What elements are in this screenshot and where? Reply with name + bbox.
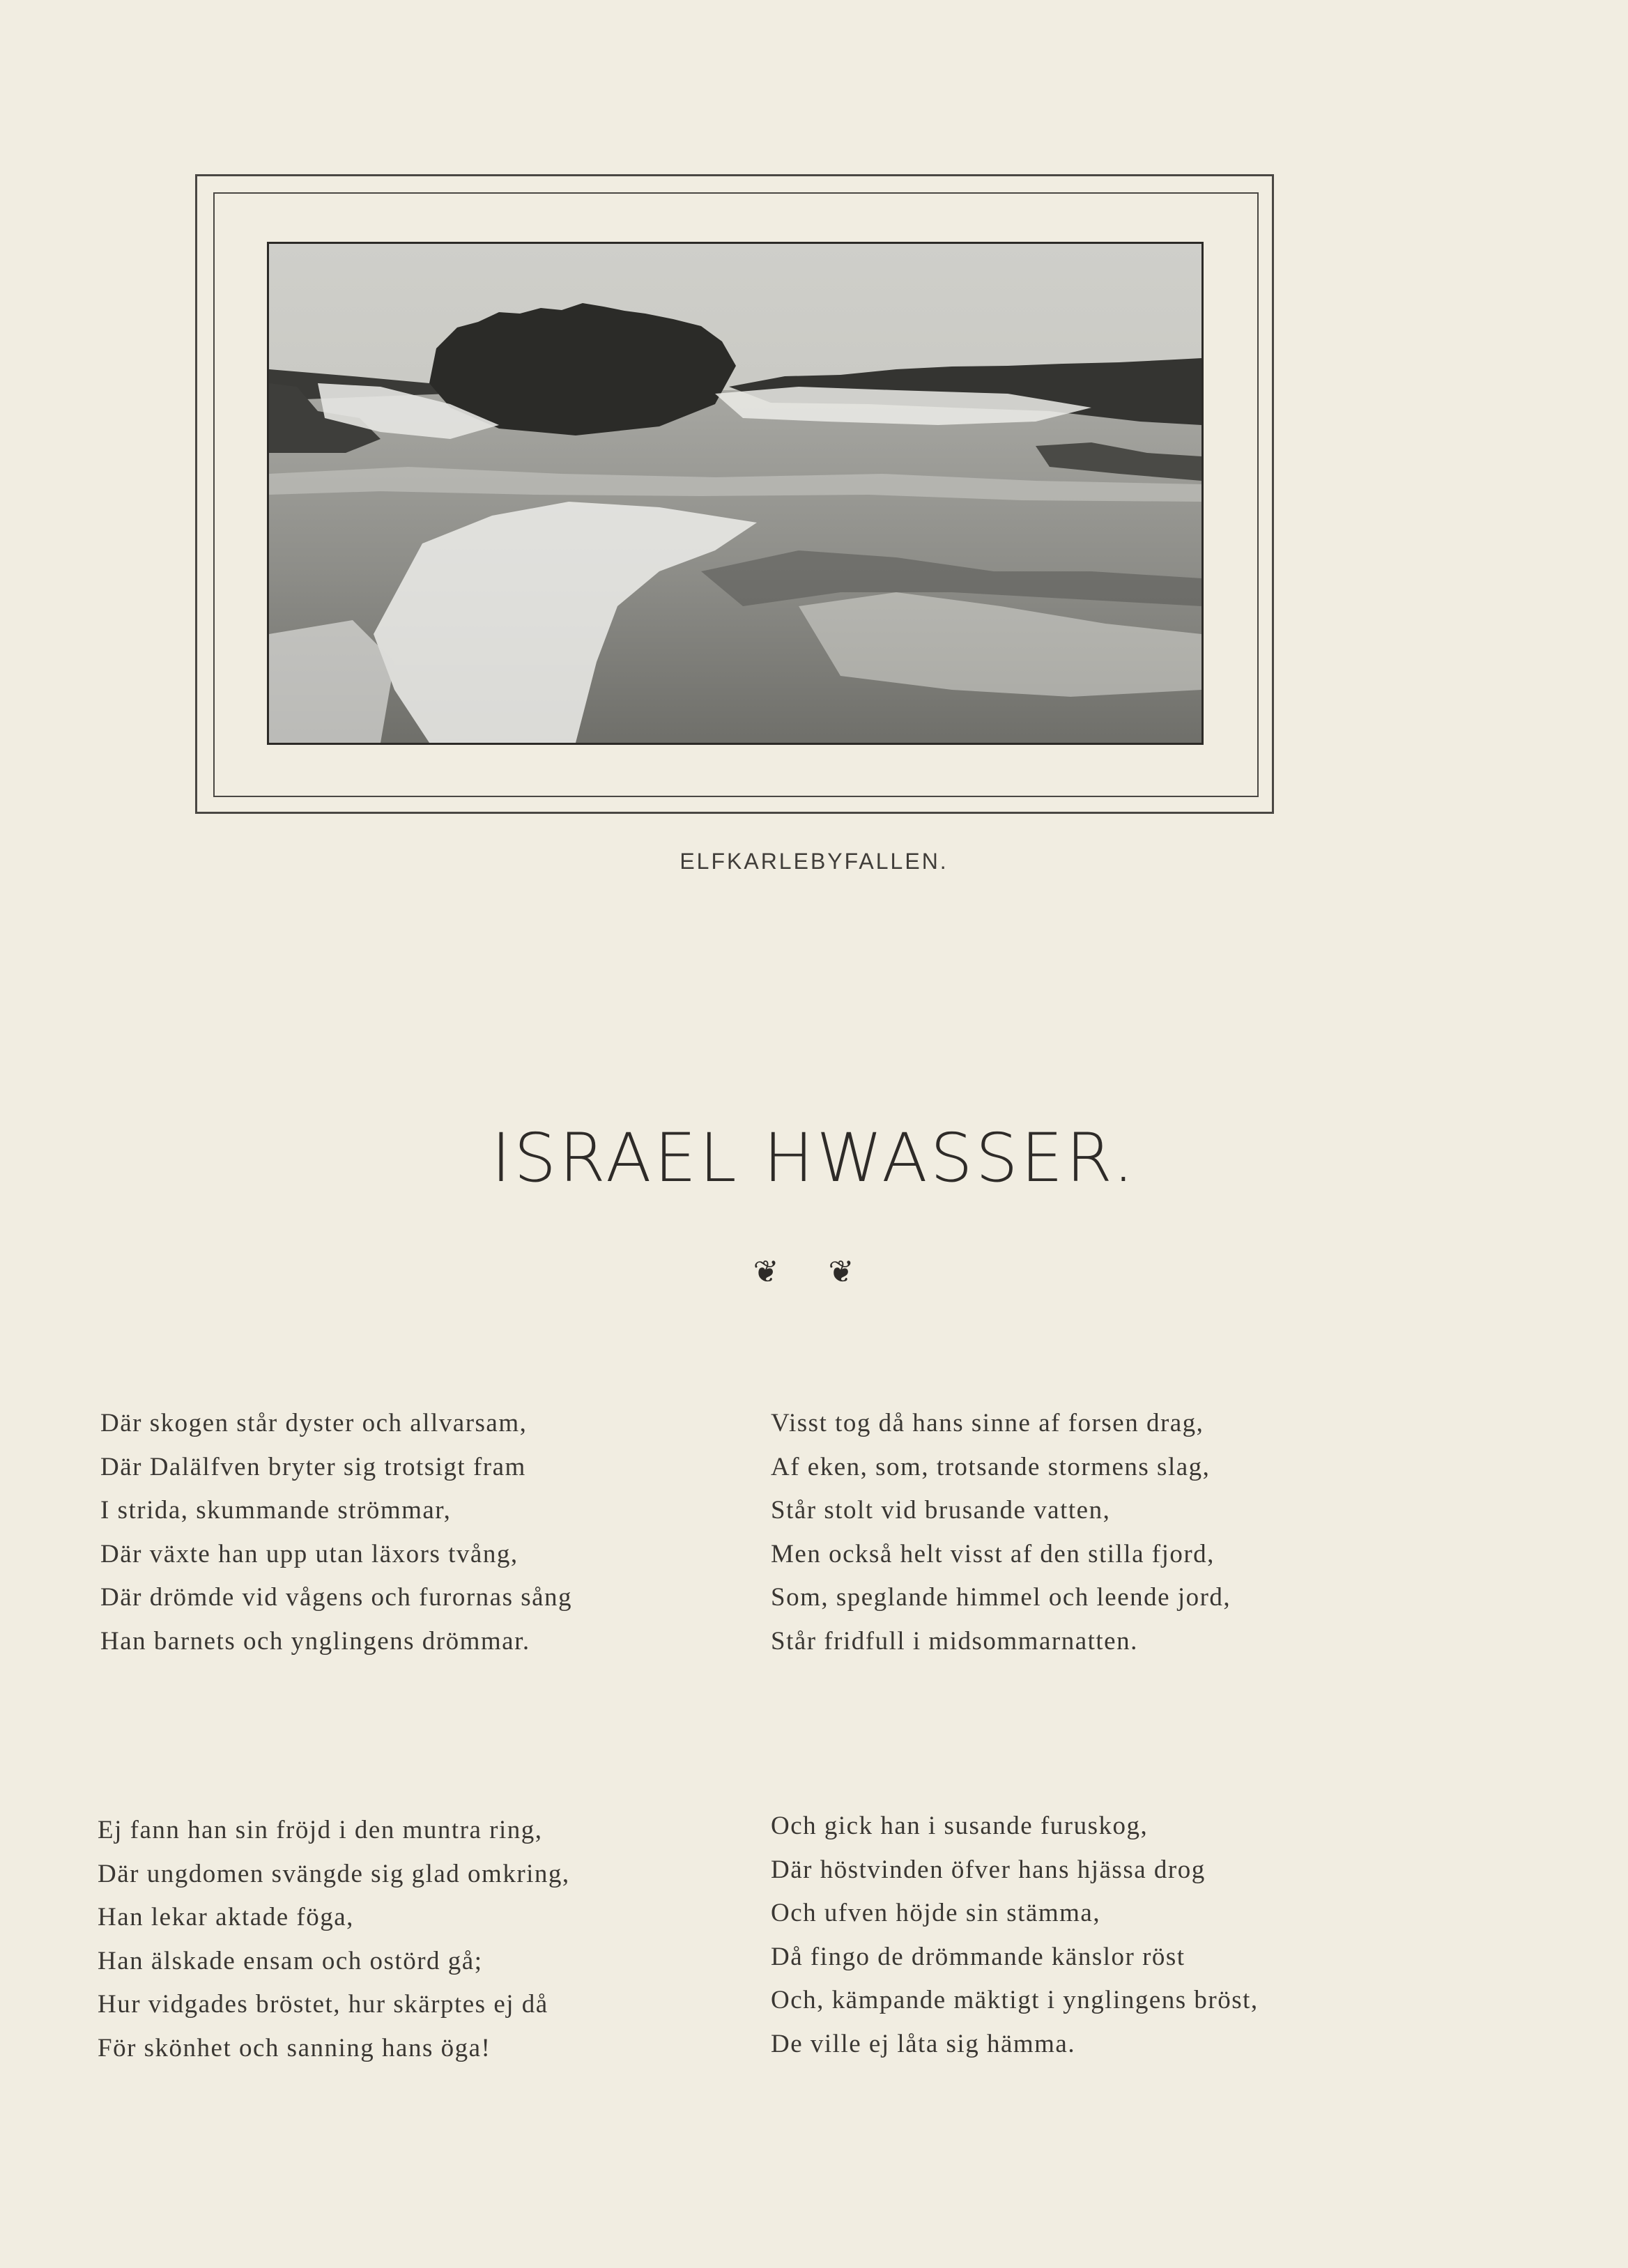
poem-line: Men också helt visst af den stilla fjord, bbox=[771, 1539, 1215, 1568]
poem-line: Han barnets och ynglingens drömmar. bbox=[100, 1626, 530, 1656]
poem-stanza-3 bbox=[98, 1809, 570, 2070]
poem-stanza-1 bbox=[100, 1402, 572, 1663]
poem-line: Där ungdomen svängde sig glad omkring, bbox=[98, 1859, 570, 1888]
poem-line: Står stolt vid brusande vatten, bbox=[771, 1496, 1111, 1525]
poem-line: Ej fann han sin fröjd i den muntra ring, bbox=[98, 1816, 543, 1844]
poem-line: Och gick han i susande furuskog, bbox=[771, 1812, 1149, 1840]
poem-line: För skönhet och sanning hans öga! bbox=[98, 2033, 491, 2062]
poem-line: Af eken, som, trotsande stormens slag, bbox=[771, 1452, 1211, 1481]
page-title: ISRAEL HWASSER. bbox=[491, 1119, 1137, 1197]
poem-line: Han lekar aktade föga, bbox=[98, 1903, 354, 1931]
poem-stanza-2 bbox=[771, 1402, 1231, 1663]
poem-line: Och ufven höjde sin stämma, bbox=[771, 1899, 1101, 1927]
ornament-fleurons: ❦ ❦ bbox=[753, 1255, 875, 1289]
poem-line: Där höstvinden öfver hans hjässa drog bbox=[771, 1855, 1206, 1884]
poem-line: Hur vidgades bröstet, hur skärptes ej då bbox=[98, 1990, 548, 2019]
poem-line: Där skogen står dyster och allvarsam, bbox=[100, 1409, 528, 1437]
poem-line: Där växte han upp utan läxors tvång, bbox=[100, 1539, 519, 1568]
poem-line: Visst tog då hans sinne af forsen drag, bbox=[771, 1409, 1204, 1437]
waterfall-photo bbox=[267, 242, 1204, 745]
poem-line: Som, speglande himmel och leende jord, bbox=[771, 1583, 1231, 1612]
poem-line: Där Dalälfven bryter sig trotsigt fram bbox=[100, 1452, 526, 1481]
poem-stanza-4 bbox=[771, 1805, 1259, 2066]
poem-line: Då fingo de drömmande känslor röst bbox=[771, 1942, 1185, 1971]
poem-line: Och, kämpande mäktigt i ynglingens bröst, bbox=[771, 1986, 1259, 2014]
poem-line: Han älskade ensam och ostörd gå; bbox=[98, 1946, 483, 1975]
poem-line: Står fridfull i midsommarnatten. bbox=[771, 1626, 1138, 1656]
poem-line: I strida, skummande strömmar, bbox=[100, 1496, 452, 1525]
poem-line: De ville ej låta sig hämma. bbox=[771, 2029, 1076, 2058]
plate-caption: ELFKARLEBYFALLEN. bbox=[679, 849, 949, 874]
poem-line: Där drömde vid vågens och furornas sång bbox=[100, 1583, 573, 1612]
